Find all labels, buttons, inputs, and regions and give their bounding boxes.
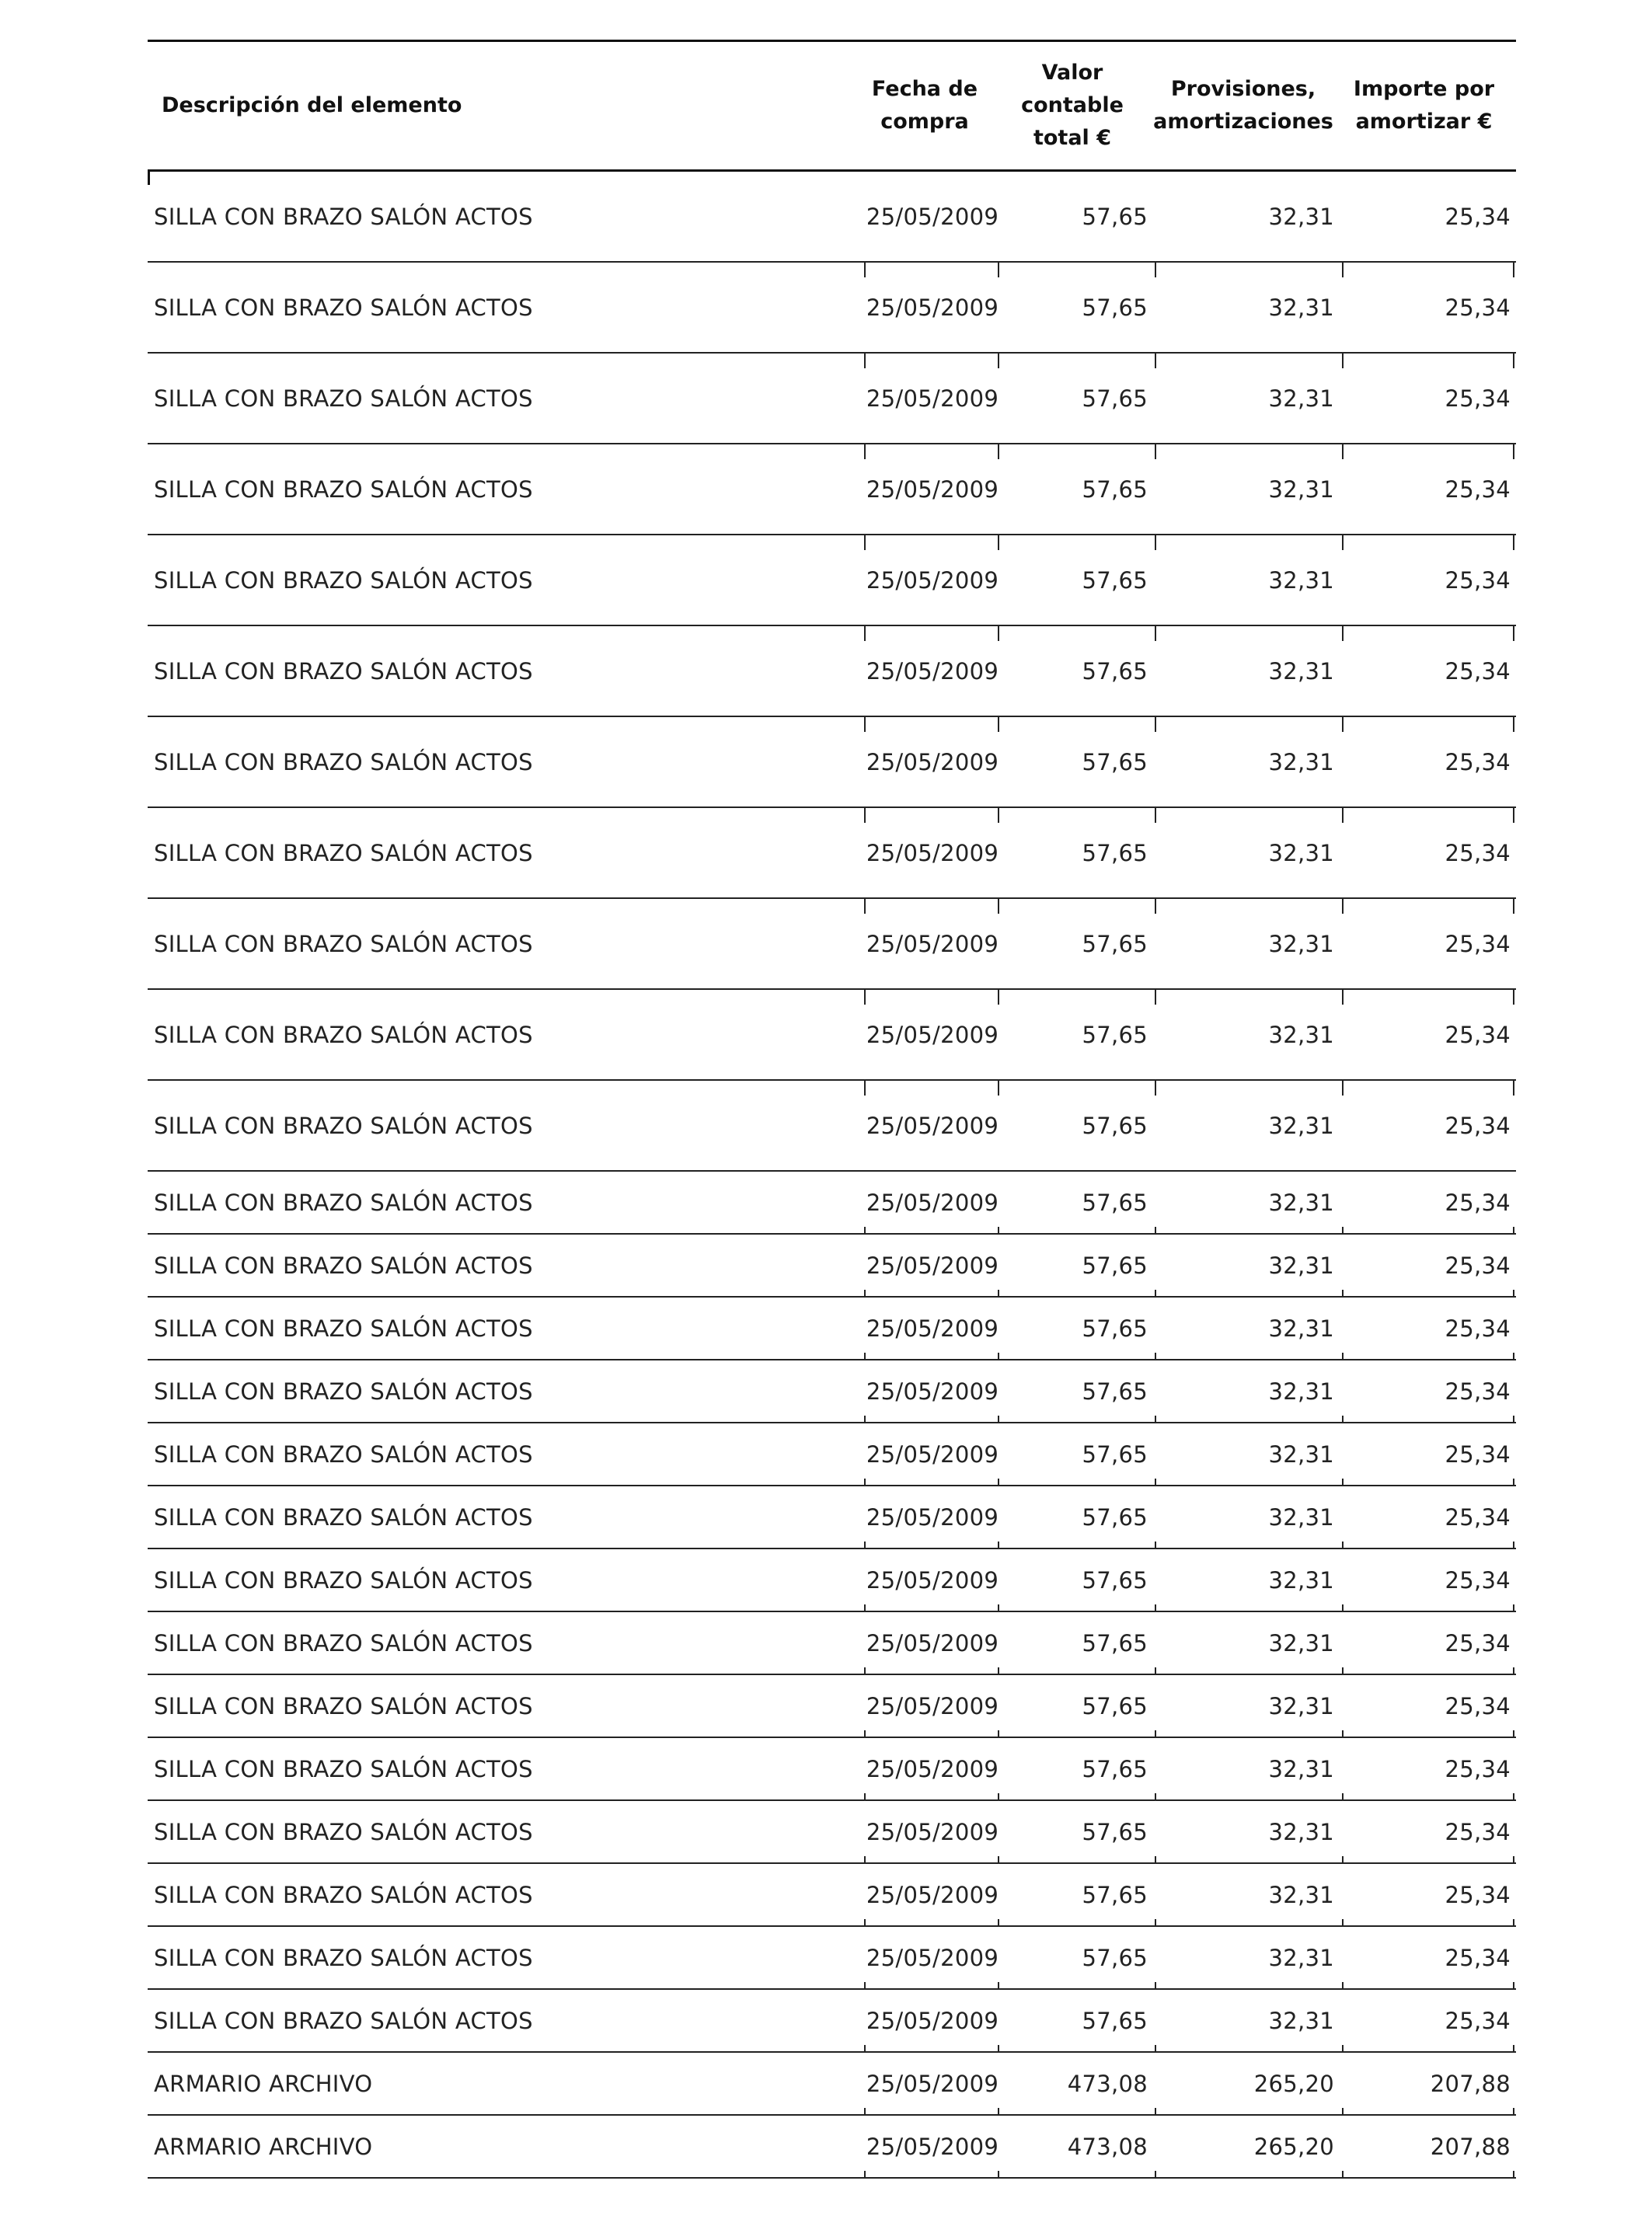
column-tick — [1155, 262, 1156, 277]
row-amount-to-amortize: 25,34 — [1445, 1692, 1511, 1719]
row-description: SILLA CON BRAZO SALÓN ACTOS — [154, 294, 533, 321]
row-provisions: 32,31 — [1268, 839, 1334, 866]
header-book-value-line: contable — [1021, 93, 1124, 117]
column-tick — [1155, 1856, 1156, 1864]
table-row — [148, 1298, 1516, 1360]
header-description — [162, 42, 462, 169]
column-tick — [1342, 1479, 1344, 1486]
table-row — [148, 717, 1516, 808]
column-tick — [1342, 1667, 1344, 1675]
row-amount-to-amortize: 25,34 — [1445, 930, 1511, 957]
row-description: SILLA CON BRAZO SALÓN ACTOS — [154, 1112, 533, 1139]
row-amount-to-amortize: 25,34 — [1445, 1440, 1511, 1468]
column-tick — [1513, 1793, 1514, 1801]
row-book-value: 57,65 — [1082, 1566, 1148, 1594]
column-tick — [1342, 1080, 1344, 1096]
row-provisions: 32,31 — [1268, 657, 1334, 685]
column-tick — [1513, 1479, 1514, 1486]
row-amount-to-amortize: 25,34 — [1445, 203, 1511, 230]
row-description: SILLA CON BRAZO SALÓN ACTOS — [154, 1818, 533, 1845]
column-tick — [1342, 898, 1344, 914]
column-tick — [1155, 2108, 1156, 2116]
table-row — [148, 1738, 1516, 1801]
row-purchase-date: 25/05/2009 — [866, 476, 999, 503]
row-description: SILLA CON BRAZO SALÓN ACTOS — [154, 566, 533, 594]
row-purchase-date: 25/05/2009 — [866, 1944, 999, 1971]
column-tick — [1513, 1982, 1514, 1990]
row-description: SILLA CON BRAZO SALÓN ACTOS — [154, 1755, 533, 1782]
row-provisions: 32,31 — [1268, 1112, 1334, 1139]
header-provisions-line: amortizaciones — [1153, 110, 1333, 134]
column-tick — [1513, 1227, 1514, 1235]
column-tick — [1155, 1919, 1156, 1927]
row-purchase-date: 25/05/2009 — [866, 1315, 999, 1342]
column-tick — [1342, 1542, 1344, 1549]
column-tick — [1342, 2045, 1344, 2053]
column-tick — [1513, 2045, 1514, 2053]
column-tick — [1155, 898, 1156, 914]
row-book-value: 57,65 — [1082, 839, 1148, 866]
row-amount-to-amortize: 25,34 — [1445, 1881, 1511, 1908]
table-header — [148, 40, 1516, 172]
table-row — [148, 263, 1516, 354]
column-tick — [1342, 1730, 1344, 1738]
row-purchase-date: 25/05/2009 — [866, 1378, 999, 1405]
row-book-value: 57,65 — [1082, 1112, 1148, 1139]
row-book-value: 57,65 — [1082, 1881, 1148, 1908]
column-tick — [1155, 989, 1156, 1005]
row-description: SILLA CON BRAZO SALÓN ACTOS — [154, 1440, 533, 1468]
column-tick — [1513, 1416, 1514, 1423]
table-row — [148, 1612, 1516, 1675]
column-tick — [1155, 716, 1156, 732]
column-tick — [1513, 1919, 1514, 1927]
column-tick — [1342, 1353, 1344, 1360]
row-book-value: 57,65 — [1082, 566, 1148, 594]
row-provisions: 32,31 — [1268, 294, 1334, 321]
column-tick — [1342, 1290, 1344, 1298]
row-purchase-date: 25/05/2009 — [866, 1629, 999, 1656]
row-amount-to-amortize: 25,34 — [1445, 1755, 1511, 1782]
column-tick — [1155, 2045, 1156, 2053]
table-row — [148, 1235, 1516, 1298]
table-row — [148, 899, 1516, 990]
column-tick — [1155, 1667, 1156, 1675]
row-description: SILLA CON BRAZO SALÓN ACTOS — [154, 1315, 533, 1342]
row-provisions: 32,31 — [1268, 1944, 1334, 1971]
table-row — [148, 990, 1516, 1081]
row-book-value: 57,65 — [1082, 2007, 1148, 2034]
row-description: SILLA CON BRAZO SALÓN ACTOS — [154, 1692, 533, 1719]
row-purchase-date: 25/05/2009 — [866, 1440, 999, 1468]
column-tick — [1342, 535, 1344, 550]
column-tick — [1155, 1416, 1156, 1423]
column-tick — [1342, 1982, 1344, 1990]
column-tick — [1155, 807, 1156, 823]
row-amount-to-amortize: 25,34 — [1445, 1252, 1511, 1279]
column-tick — [1342, 2108, 1344, 2116]
table-row — [148, 172, 1516, 263]
column-tick — [1155, 625, 1156, 641]
row-provisions: 32,31 — [1268, 2007, 1334, 2034]
row-description: SILLA CON BRAZO SALÓN ACTOS — [154, 1252, 533, 1279]
row-book-value: 473,08 — [1067, 2133, 1148, 2160]
row-purchase-date: 25/05/2009 — [866, 930, 999, 957]
row-provisions: 265,20 — [1253, 2070, 1334, 2097]
row-book-value: 57,65 — [1082, 1503, 1148, 1531]
row-purchase-date: 25/05/2009 — [866, 1503, 999, 1531]
column-tick — [1513, 2108, 1514, 2116]
column-tick — [1342, 716, 1344, 732]
row-purchase-date: 25/05/2009 — [866, 385, 999, 412]
column-tick — [1513, 1290, 1514, 1298]
row-provisions: 32,31 — [1268, 1692, 1334, 1719]
row-purchase-date: 25/05/2009 — [866, 748, 999, 775]
row-book-value: 57,65 — [1082, 476, 1148, 503]
column-tick — [1155, 1479, 1156, 1486]
table-row — [148, 1486, 1516, 1549]
column-tick — [1155, 1730, 1156, 1738]
column-tick — [1513, 716, 1514, 732]
row-purchase-date: 25/05/2009 — [866, 2007, 999, 2034]
row-description: SILLA CON BRAZO SALÓN ACTOS — [154, 1189, 533, 1216]
column-tick — [1513, 807, 1514, 823]
column-tick — [1513, 1730, 1514, 1738]
row-amount-to-amortize: 25,34 — [1445, 748, 1511, 775]
row-amount-to-amortize: 25,34 — [1445, 1566, 1511, 1594]
header-description-label: Descripción del elemento — [162, 93, 462, 117]
table-row — [148, 1864, 1516, 1927]
row-amount-to-amortize: 25,34 — [1445, 657, 1511, 685]
table-row — [148, 354, 1516, 444]
column-tick — [1155, 1353, 1156, 1360]
column-tick — [1513, 262, 1514, 277]
row-description: SILLA CON BRAZO SALÓN ACTOS — [154, 657, 533, 685]
row-amount-to-amortize: 207,88 — [1430, 2070, 1511, 2097]
column-tick — [1342, 1793, 1344, 1801]
row-book-value: 57,65 — [1082, 1944, 1148, 1971]
row-book-value: 57,65 — [1082, 1818, 1148, 1845]
asset-table — [148, 40, 1516, 2179]
table-row — [148, 626, 1516, 717]
column-tick — [1155, 1080, 1156, 1096]
row-provisions: 32,31 — [1268, 1021, 1334, 1048]
column-tick — [1513, 1353, 1514, 1360]
header-amount-line: amortizar € — [1355, 110, 1493, 134]
row-purchase-date: 25/05/2009 — [866, 203, 999, 230]
header-amount-line: Importe por — [1353, 77, 1495, 101]
row-purchase-date: 25/05/2009 — [866, 1566, 999, 1594]
column-tick — [1513, 898, 1514, 914]
row-amount-to-amortize: 25,34 — [1445, 1189, 1511, 1216]
header-purchase-date — [855, 42, 995, 169]
row-book-value: 473,08 — [1067, 2070, 1148, 2097]
column-tick — [1155, 444, 1156, 459]
column-tick — [1155, 1290, 1156, 1298]
row-description: SILLA CON BRAZO SALÓN ACTOS — [154, 839, 533, 866]
column-tick — [1342, 444, 1344, 459]
column-tick — [1342, 262, 1344, 277]
row-description: SILLA CON BRAZO SALÓN ACTOS — [154, 1503, 533, 1531]
row-provisions: 32,31 — [1268, 1440, 1334, 1468]
row-provisions: 32,31 — [1268, 1315, 1334, 1342]
header-amount-to-amortize — [1333, 42, 1515, 169]
row-provisions: 32,31 — [1268, 476, 1334, 503]
table-row — [148, 1360, 1516, 1423]
column-tick — [1342, 989, 1344, 1005]
row-description: SILLA CON BRAZO SALÓN ACTOS — [154, 203, 533, 230]
header-book-value-line: Valor — [1041, 61, 1103, 85]
row-amount-to-amortize: 25,34 — [1445, 1818, 1511, 1845]
row-book-value: 57,65 — [1082, 203, 1148, 230]
row-amount-to-amortize: 25,34 — [1445, 1315, 1511, 1342]
row-book-value: 57,65 — [1082, 385, 1148, 412]
row-purchase-date: 25/05/2009 — [866, 657, 999, 685]
row-purchase-date: 25/05/2009 — [866, 1692, 999, 1719]
row-description: SILLA CON BRAZO SALÓN ACTOS — [154, 2007, 533, 2034]
row-description: SILLA CON BRAZO SALÓN ACTOS — [154, 476, 533, 503]
row-description: SILLA CON BRAZO SALÓN ACTOS — [154, 1021, 533, 1048]
row-provisions: 32,31 — [1268, 1566, 1334, 1594]
row-amount-to-amortize: 25,34 — [1445, 1503, 1511, 1531]
row-provisions: 32,31 — [1268, 566, 1334, 594]
row-amount-to-amortize: 25,34 — [1445, 1112, 1511, 1139]
column-tick — [1342, 2171, 1344, 2179]
column-tick — [1513, 1604, 1514, 1612]
row-provisions: 32,31 — [1268, 1503, 1334, 1531]
row-book-value: 57,65 — [1082, 1252, 1148, 1279]
row-description: SILLA CON BRAZO SALÓN ACTOS — [154, 385, 533, 412]
column-tick — [1342, 625, 1344, 641]
column-tick — [1513, 1856, 1514, 1864]
row-amount-to-amortize: 25,34 — [1445, 1021, 1511, 1048]
row-provisions: 32,31 — [1268, 1252, 1334, 1279]
header-book-value-line: total € — [1033, 126, 1111, 150]
header-provisions — [1150, 42, 1337, 169]
row-amount-to-amortize: 25,34 — [1445, 1944, 1511, 1971]
column-tick — [1513, 1542, 1514, 1549]
row-provisions: 32,31 — [1268, 1189, 1334, 1216]
row-description: ARMARIO ARCHIVO — [154, 2133, 373, 2160]
table-row — [148, 2116, 1516, 2179]
row-book-value: 57,65 — [1082, 1629, 1148, 1656]
table-row — [148, 1675, 1516, 1738]
column-tick — [1155, 353, 1156, 368]
row-purchase-date: 25/05/2009 — [866, 2070, 999, 2097]
table-row — [148, 1172, 1516, 1235]
row-book-value: 57,65 — [1082, 1021, 1148, 1048]
row-provisions: 32,31 — [1268, 203, 1334, 230]
row-amount-to-amortize: 25,34 — [1445, 385, 1511, 412]
row-description: SILLA CON BRAZO SALÓN ACTOS — [154, 930, 533, 957]
table-body — [148, 172, 1516, 2179]
row-provisions: 32,31 — [1268, 1755, 1334, 1782]
row-amount-to-amortize: 25,34 — [1445, 839, 1511, 866]
row-book-value: 57,65 — [1082, 748, 1148, 775]
row-description: SILLA CON BRAZO SALÓN ACTOS — [154, 1566, 533, 1594]
row-book-value: 57,65 — [1082, 294, 1148, 321]
row-amount-to-amortize: 25,34 — [1445, 294, 1511, 321]
column-tick — [1342, 1604, 1344, 1612]
row-purchase-date: 25/05/2009 — [866, 566, 999, 594]
column-tick — [1155, 1982, 1156, 1990]
row-description: ARMARIO ARCHIVO — [154, 2070, 373, 2097]
column-tick — [1155, 1227, 1156, 1235]
row-book-value: 57,65 — [1082, 930, 1148, 957]
row-provisions: 265,20 — [1253, 2133, 1334, 2160]
column-tick — [1342, 353, 1344, 368]
row-description: SILLA CON BRAZO SALÓN ACTOS — [154, 1944, 533, 1971]
column-tick — [1342, 1919, 1344, 1927]
row-purchase-date: 25/05/2009 — [866, 1755, 999, 1782]
table-row — [148, 1927, 1516, 1990]
row-amount-to-amortize: 25,34 — [1445, 2007, 1511, 2034]
row-provisions: 32,31 — [1268, 1378, 1334, 1405]
row-provisions: 32,31 — [1268, 748, 1334, 775]
header-purchase-date-line: compra — [880, 110, 969, 134]
row-provisions: 32,31 — [1268, 385, 1334, 412]
header-purchase-date-line: Fecha de — [871, 77, 978, 101]
row-description: SILLA CON BRAZO SALÓN ACTOS — [154, 1629, 533, 1656]
column-tick — [1513, 2171, 1514, 2179]
column-tick — [1155, 1542, 1156, 1549]
row-purchase-date: 25/05/2009 — [866, 2133, 999, 2160]
table-row — [148, 535, 1516, 626]
column-tick — [1342, 807, 1344, 823]
row-description: SILLA CON BRAZO SALÓN ACTOS — [154, 1378, 533, 1405]
row-purchase-date: 25/05/2009 — [866, 1021, 999, 1048]
header-provisions-line: Provisiones, — [1170, 77, 1316, 101]
column-tick — [1342, 1856, 1344, 1864]
table-row — [148, 1549, 1516, 1612]
column-tick — [1513, 444, 1514, 459]
row-purchase-date: 25/05/2009 — [866, 839, 999, 866]
column-tick — [1513, 625, 1514, 641]
table-row — [148, 1990, 1516, 2053]
column-tick — [1342, 1416, 1344, 1423]
column-tick — [1155, 1793, 1156, 1801]
row-description: SILLA CON BRAZO SALÓN ACTOS — [154, 748, 533, 775]
row-description: SILLA CON BRAZO SALÓN ACTOS — [154, 1881, 533, 1908]
table-row — [148, 1423, 1516, 1486]
table-row — [148, 1801, 1516, 1864]
row-book-value: 57,65 — [1082, 1755, 1148, 1782]
row-book-value: 57,65 — [1082, 1378, 1148, 1405]
row-book-value: 57,65 — [1082, 1440, 1148, 1468]
header-book-value — [1002, 42, 1142, 169]
column-tick — [1155, 1604, 1156, 1612]
row-book-value: 57,65 — [1082, 1315, 1148, 1342]
column-tick — [1513, 1080, 1514, 1096]
row-purchase-date: 25/05/2009 — [866, 1252, 999, 1279]
row-purchase-date: 25/05/2009 — [866, 1881, 999, 1908]
column-tick — [1155, 535, 1156, 550]
row-provisions: 32,31 — [1268, 930, 1334, 957]
table-row — [148, 2053, 1516, 2116]
row-book-value: 57,65 — [1082, 1189, 1148, 1216]
column-tick — [1155, 2171, 1156, 2179]
row-purchase-date: 25/05/2009 — [866, 294, 999, 321]
row-purchase-date: 25/05/2009 — [866, 1189, 999, 1216]
row-amount-to-amortize: 207,88 — [1430, 2133, 1511, 2160]
table-row — [148, 444, 1516, 535]
row-amount-to-amortize: 25,34 — [1445, 476, 1511, 503]
row-book-value: 57,65 — [1082, 1692, 1148, 1719]
row-amount-to-amortize: 25,34 — [1445, 1378, 1511, 1405]
row-provisions: 32,31 — [1268, 1818, 1334, 1845]
row-amount-to-amortize: 25,34 — [1445, 566, 1511, 594]
row-purchase-date: 25/05/2009 — [866, 1112, 999, 1139]
row-book-value: 57,65 — [1082, 657, 1148, 685]
table-row — [148, 808, 1516, 899]
row-provisions: 32,31 — [1268, 1629, 1334, 1656]
column-tick — [1513, 535, 1514, 550]
row-purchase-date: 25/05/2009 — [866, 1818, 999, 1845]
column-tick — [1513, 353, 1514, 368]
row-provisions: 32,31 — [1268, 1881, 1334, 1908]
column-tick — [1513, 989, 1514, 1005]
row-amount-to-amortize: 25,34 — [1445, 1629, 1511, 1656]
column-tick — [1342, 1227, 1344, 1235]
column-tick — [1513, 1667, 1514, 1675]
table-row — [148, 1081, 1516, 1172]
